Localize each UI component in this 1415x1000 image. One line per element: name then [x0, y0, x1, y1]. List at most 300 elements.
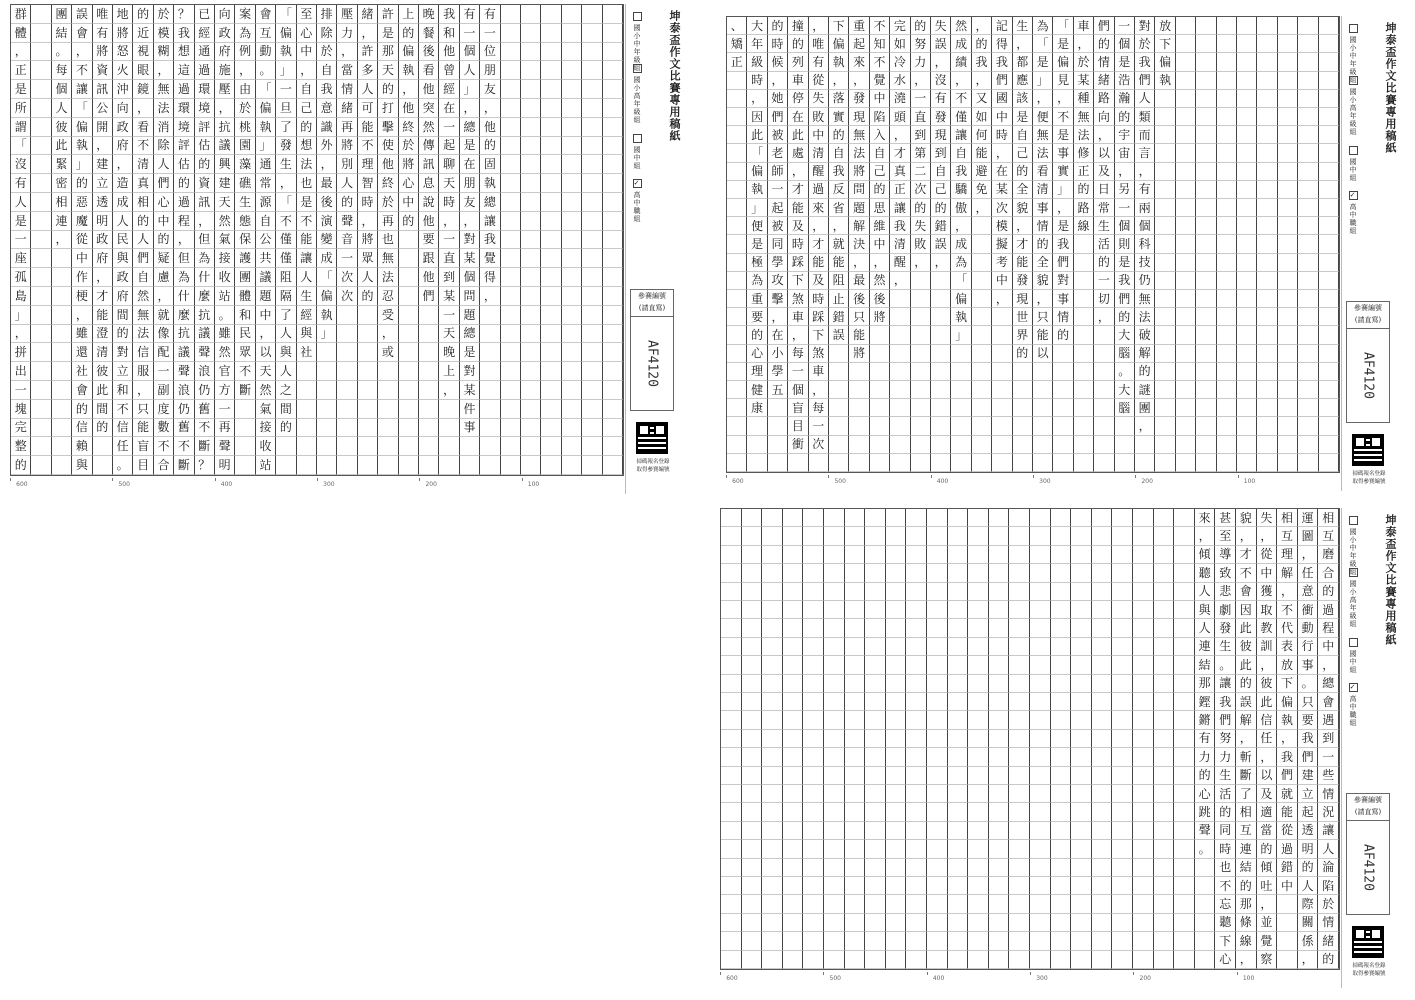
grid-cell	[1133, 546, 1154, 564]
grid-cell	[948, 932, 969, 950]
grid-cell: 賴	[72, 437, 92, 456]
grid-cell	[1176, 144, 1196, 162]
grid-cell: 向	[1094, 108, 1114, 126]
grid-cell	[968, 601, 989, 619]
grid-cell	[1154, 601, 1175, 619]
scale-tick	[828, 475, 829, 478]
grid-cell: 突	[419, 99, 439, 118]
grid-cell	[521, 381, 541, 400]
grid-cell	[727, 181, 747, 199]
grid-cell	[742, 951, 763, 969]
grid-cell: 線	[1074, 217, 1094, 235]
grid-cell: 友	[480, 80, 500, 99]
grid-cell	[1133, 895, 1154, 913]
grid-cell	[1155, 217, 1175, 235]
grid-cell: ，	[460, 99, 480, 118]
grid-cell: 個	[460, 43, 480, 62]
grid-cell	[1133, 877, 1154, 895]
grid-cell	[1298, 363, 1318, 381]
grid-cell: 結	[52, 24, 72, 43]
grid-cell: 執	[747, 181, 767, 199]
grid-cell: 偏	[72, 118, 92, 137]
grid-cell	[927, 711, 948, 729]
grid-cell	[927, 785, 948, 803]
grid-cell	[52, 381, 72, 400]
grid-cell	[931, 363, 951, 381]
grid-cell	[1196, 363, 1216, 381]
grid-cell: 「	[1033, 35, 1053, 53]
grid-cell	[742, 840, 763, 858]
grid-cell	[972, 290, 992, 308]
grid-cell: 」	[747, 199, 767, 217]
category-checkbox[interactable]	[632, 12, 642, 72]
category-checkbox[interactable]	[1348, 638, 1358, 674]
grid-cell: 年	[747, 35, 767, 53]
grid-cell: 壓	[215, 80, 235, 99]
grid-cell	[727, 72, 747, 90]
grid-cell: 再	[337, 118, 357, 137]
grid-cell	[865, 748, 886, 766]
grid-cell	[870, 399, 890, 417]
grid-cell	[1174, 730, 1195, 748]
grid-cell: 致	[1215, 564, 1236, 582]
category-checkbox[interactable]	[632, 179, 642, 223]
grid-cell	[1112, 951, 1133, 969]
grid-cell: 總	[480, 193, 500, 212]
grid-cell	[906, 564, 927, 582]
grid-cell	[235, 437, 255, 456]
grid-cell	[931, 454, 951, 472]
grid-cell	[1176, 308, 1196, 326]
grid-cell: ，	[890, 272, 910, 290]
grid-cell	[927, 859, 948, 877]
grid-cell	[886, 730, 907, 748]
grid-cell	[906, 822, 927, 840]
grid-cell: 我	[1298, 730, 1319, 748]
grid-cell: ，	[52, 231, 72, 250]
grid-cell	[886, 711, 907, 729]
grid-cell: 糊	[154, 43, 174, 62]
grid-cell: 劇	[1215, 601, 1236, 619]
grid-cell	[521, 400, 541, 419]
grid-cell	[501, 80, 521, 99]
category-checkbox[interactable]	[632, 134, 642, 170]
scale-label: 300	[1039, 478, 1051, 485]
grid-cell	[1196, 144, 1216, 162]
grid-cell	[1217, 35, 1237, 53]
scale-tick	[1238, 475, 1239, 478]
grid-cell: 不	[195, 419, 215, 438]
grid-cell: 鏡	[133, 80, 153, 99]
category-checkbox[interactable]	[1348, 146, 1358, 182]
grid-cell	[762, 564, 783, 582]
grid-cell: 因	[1236, 601, 1257, 619]
grid-cell	[906, 711, 927, 729]
grid-cell	[480, 306, 500, 325]
grid-cell	[1112, 601, 1133, 619]
grid-cell	[1155, 163, 1175, 181]
grid-cell: 自	[133, 268, 153, 287]
grid-cell	[803, 859, 824, 877]
grid-cell	[235, 456, 255, 475]
grid-cell	[927, 656, 948, 674]
grid-cell: 第	[911, 144, 931, 162]
grid-cell: 信	[72, 419, 92, 438]
grid-cell	[927, 803, 948, 821]
grid-cell	[501, 287, 521, 306]
grid-cell	[521, 343, 541, 362]
checkbox-icon	[1349, 24, 1358, 33]
grid-cell	[906, 509, 927, 527]
grid-cell	[1071, 564, 1092, 582]
category-checkbox[interactable]	[1348, 516, 1358, 576]
grid-cell: 題	[460, 306, 480, 325]
qr-code-icon[interactable]	[636, 422, 668, 454]
scale-label: 200	[425, 481, 437, 488]
grid-cell	[1298, 181, 1318, 199]
grid-cell: 浩	[1115, 72, 1135, 90]
grid-cell: 運	[1298, 509, 1319, 527]
grid-cell: 的	[1094, 35, 1114, 53]
grid-cell	[845, 877, 866, 895]
grid-cell: 自	[317, 61, 337, 80]
grid-cell	[562, 212, 582, 231]
grid-cell	[1278, 90, 1298, 108]
grid-cell: 過	[174, 80, 194, 99]
grid-cell: 起	[849, 35, 869, 53]
grid-cell: 現	[849, 108, 869, 126]
qr-code-icon[interactable]	[1352, 926, 1384, 958]
grid-cell: 來	[849, 53, 869, 71]
grid-cell	[1196, 381, 1216, 399]
grid-cell	[727, 217, 747, 235]
category-checkbox[interactable]	[1348, 683, 1358, 727]
grid-cell: 意	[1298, 583, 1319, 601]
grid-cell	[721, 546, 742, 564]
grid-cell	[783, 638, 804, 656]
grid-cell: 貌	[1236, 509, 1257, 527]
grid-cell: ，	[911, 72, 931, 90]
grid-cell	[541, 43, 561, 62]
sheet-margin-panel	[1341, 508, 1402, 988]
grid-cell: 此	[93, 381, 113, 400]
grid-cell	[824, 564, 845, 582]
grid-cell: 在	[439, 99, 459, 118]
grid-cell	[1092, 877, 1113, 895]
grid-cell: 理	[747, 363, 767, 381]
grid-cell	[541, 249, 561, 268]
grid-cell	[399, 268, 419, 287]
grid-cell: 最	[849, 272, 869, 290]
grid-cell: 有	[809, 53, 829, 71]
grid-cell	[742, 711, 763, 729]
grid-cell: 下	[788, 272, 808, 290]
grid-cell	[1051, 895, 1072, 913]
category-checkbox[interactable]	[632, 64, 642, 124]
grid-cell	[1174, 509, 1195, 527]
grid-cell: 才	[890, 144, 910, 162]
grid-cell	[1133, 601, 1154, 619]
grid-cell	[337, 381, 357, 400]
grid-cell	[1278, 235, 1298, 253]
grid-cell	[742, 785, 763, 803]
grid-cell	[886, 509, 907, 527]
grid-cell: 生	[1215, 638, 1236, 656]
grid-cell	[1176, 17, 1196, 35]
grid-cell: ，	[1135, 163, 1155, 181]
grid-cell: 不	[870, 53, 890, 71]
grid-cell: 聲	[215, 437, 235, 456]
grid-cell: 的	[93, 419, 113, 438]
grid-cell	[1174, 803, 1195, 821]
grid-cell	[1196, 235, 1216, 253]
grid-cell	[865, 509, 886, 527]
entry-number-box	[1346, 301, 1390, 423]
grid-cell	[1133, 914, 1154, 932]
grid-cell: 無	[1135, 290, 1155, 308]
grid-cell: 訓	[1257, 638, 1278, 656]
grid-cell: 中	[992, 108, 1012, 126]
grid-cell	[1071, 546, 1092, 564]
grid-cell	[1257, 126, 1277, 144]
grid-cell: 接	[256, 419, 276, 438]
grid-cell: 及	[1094, 163, 1114, 181]
grid-cell	[1278, 199, 1298, 217]
grid-cell: ，	[1257, 748, 1278, 766]
grid-cell	[1319, 254, 1339, 272]
grid-cell	[742, 656, 763, 674]
grid-cell	[1257, 254, 1277, 272]
grid-cell	[1133, 693, 1154, 711]
grid-cell: 發	[276, 137, 296, 156]
grid-cell	[972, 417, 992, 435]
grid-cell	[968, 583, 989, 601]
grid-cell: 的	[1257, 840, 1278, 858]
category-label: 國小中年級組	[1349, 528, 1357, 576]
grid-cell	[1133, 527, 1154, 545]
grid-cell	[911, 363, 931, 381]
category-label: 高中職組	[1349, 203, 1357, 235]
grid-cell: 境	[195, 99, 215, 118]
grid-cell	[803, 546, 824, 564]
grid-cell	[521, 61, 541, 80]
grid-cell: 不	[174, 437, 194, 456]
grid-cell: 中	[399, 193, 419, 212]
grid-cell: 想	[174, 43, 194, 62]
grid-cell	[865, 803, 886, 821]
grid-cell: 經	[439, 80, 459, 99]
grid-cell	[906, 601, 927, 619]
grid-cell	[1176, 126, 1196, 144]
grid-cell: 過	[174, 193, 194, 212]
grid-cell	[824, 859, 845, 877]
grid-cell	[358, 325, 378, 344]
entry-number-value: AF4120	[644, 339, 660, 387]
grid-cell: 解	[1135, 345, 1155, 363]
grid-cell	[1298, 217, 1318, 235]
grid-cell	[1133, 932, 1154, 950]
grid-cell	[317, 343, 337, 362]
grid-cell: 的	[174, 174, 194, 193]
grid-cell	[582, 362, 602, 381]
grid-cell: ，	[11, 325, 31, 344]
grid-cell	[803, 509, 824, 527]
grid-cell: 位	[480, 43, 500, 62]
grid-cell: ，	[972, 199, 992, 217]
grid-cell	[972, 272, 992, 290]
grid-cell	[886, 638, 907, 656]
grid-cell: 府	[215, 43, 235, 62]
grid-cell: 對	[460, 231, 480, 250]
grid-cell: 合	[154, 456, 174, 475]
category-checkbox[interactable]	[1348, 24, 1358, 84]
grid-cell: 麼	[195, 287, 215, 306]
grid-cell	[927, 730, 948, 748]
grid-cell	[1030, 951, 1051, 969]
grid-cell: 整	[11, 437, 31, 456]
category-checkbox[interactable]	[1348, 568, 1358, 628]
grid-cell	[1176, 235, 1196, 253]
grid-cell	[52, 306, 72, 325]
grid-cell	[824, 527, 845, 545]
grid-cell: 接	[215, 249, 235, 268]
grid-cell: ，	[1094, 308, 1114, 326]
grid-cell: 下	[829, 17, 849, 35]
grid-cell: 心	[1195, 785, 1216, 803]
grid-cell: 眾	[235, 343, 255, 362]
grid-cell: 被	[768, 126, 788, 144]
grid-cell: 僅	[951, 108, 971, 126]
grid-cell	[948, 859, 969, 877]
grid-cell: 題	[849, 199, 869, 217]
grid-cell	[562, 43, 582, 62]
grid-cell	[1278, 417, 1298, 435]
grid-cell	[931, 272, 951, 290]
grid-cell	[1196, 53, 1216, 71]
grid-cell	[1176, 181, 1196, 199]
grid-cell: 問	[460, 287, 480, 306]
grid-cell	[31, 212, 51, 231]
grid-cell: 過	[1277, 840, 1298, 858]
grid-cell: 將	[849, 345, 869, 363]
grid-cell: 「	[747, 144, 767, 162]
grid-cell: ，	[992, 144, 1012, 162]
grid-cell: 次	[911, 181, 931, 199]
grid-cell	[1174, 859, 1195, 877]
grid-cell: 衝	[1298, 601, 1319, 619]
grid-cell: 車	[788, 308, 808, 326]
grid-cell	[968, 693, 989, 711]
grid-cell: 矯	[727, 35, 747, 53]
grid-cell: 誤	[829, 326, 849, 344]
grid-cell: 時	[439, 193, 459, 212]
grid-cell: 立	[1298, 785, 1319, 803]
grid-cell	[911, 417, 931, 435]
category-checkbox[interactable]	[1348, 76, 1358, 136]
grid-cell	[603, 61, 623, 80]
checkbox-icon	[633, 64, 642, 73]
grid-cell: 來	[1195, 509, 1216, 527]
grid-cell: 們	[133, 249, 153, 268]
qr-code-icon[interactable]	[1352, 434, 1384, 466]
grid-cell	[1257, 90, 1277, 108]
grid-cell	[1094, 363, 1114, 381]
grid-cell: 執	[72, 137, 92, 156]
grid-cell	[582, 212, 602, 231]
grid-cell	[865, 914, 886, 932]
grid-cell: ，	[1318, 656, 1339, 674]
grid-cell	[783, 675, 804, 693]
grid-cell	[886, 895, 907, 913]
grid-cell	[727, 254, 747, 272]
grid-cell: 列	[788, 53, 808, 71]
grid-cell: 件	[460, 400, 480, 419]
grid-cell: 腦	[1115, 345, 1135, 363]
character-count-scale	[720, 972, 1340, 988]
grid-cell	[562, 118, 582, 137]
grid-cell	[31, 43, 51, 62]
grid-cell: 中	[870, 90, 890, 108]
grid-cell	[951, 345, 971, 363]
grid-cell	[1217, 144, 1237, 162]
grid-cell	[501, 343, 521, 362]
grid-cell	[1257, 108, 1277, 126]
grid-cell	[399, 362, 419, 381]
grid-cell	[886, 601, 907, 619]
grid-cell: 甚	[1215, 509, 1236, 527]
grid-cell: 打	[378, 99, 398, 118]
category-checkbox[interactable]	[1348, 191, 1358, 235]
grid-cell	[1237, 235, 1257, 253]
qr-caption-line-1: 掃碼報名登錄	[1352, 471, 1386, 477]
grid-cell: 別	[337, 155, 357, 174]
grid-cell: 」	[11, 306, 31, 325]
grid-cell: 為	[951, 254, 971, 272]
grid-cell: 時	[747, 72, 767, 90]
grid-cell	[1092, 601, 1113, 619]
grid-cell: 執	[276, 43, 296, 62]
grid-cell	[721, 619, 742, 637]
grid-cell	[603, 137, 623, 156]
grid-cell	[762, 711, 783, 729]
grid-cell	[783, 748, 804, 766]
grid-cell	[1009, 527, 1030, 545]
grid-cell: 成	[951, 35, 971, 53]
grid-cell: 固	[480, 155, 500, 174]
grid-cell	[541, 287, 561, 306]
grid-cell: 不	[1215, 877, 1236, 895]
grid-cell	[1278, 126, 1298, 144]
grid-cell: 一	[154, 362, 174, 381]
grid-cell: 的	[1236, 877, 1257, 895]
grid-cell	[927, 583, 948, 601]
grid-cell	[31, 5, 51, 24]
grid-cell: 執	[829, 53, 849, 71]
grid-cell: ，	[1257, 527, 1278, 545]
grid-cell: 」	[1053, 181, 1073, 199]
grid-cell: 然	[870, 272, 890, 290]
grid-cell: ，	[174, 231, 194, 250]
grid-cell: 間	[276, 400, 296, 419]
grid-cell: 聲	[1195, 822, 1216, 840]
grid-cell	[603, 212, 623, 231]
grid-cell: ，	[768, 308, 788, 326]
grid-cell	[989, 730, 1010, 748]
grid-cell	[521, 174, 541, 193]
category-label: 國小中年級組	[633, 24, 641, 72]
grid-cell	[865, 785, 886, 803]
grid-cell	[803, 656, 824, 674]
